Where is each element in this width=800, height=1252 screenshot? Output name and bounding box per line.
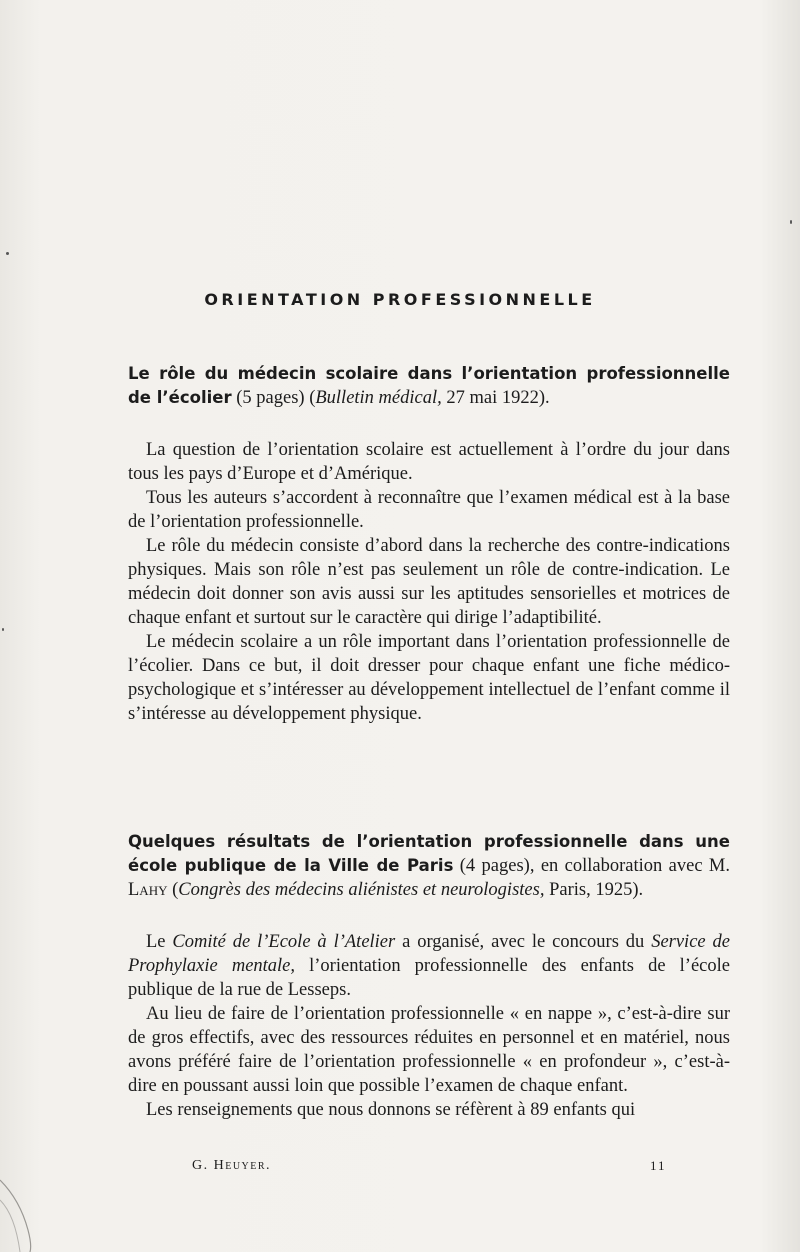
section-heading: ORIENTATION PROFESSIONNELLE — [204, 290, 596, 309]
article-1-paragraph: Le rôle du médecin consiste d’abord dans la recherche des contre-indications physiques. Mais son rôle n’est pas seulement un rôle de contre-indication. Le médecin doit donner son avis aussi sur les aptitudes sensorielles et motrices de chaque enfant et surtout sur le caractère qui dirige l’adaptibilité. — [128, 536, 730, 628]
article-1-paragraph: Le médecin scolaire a un rôle important dans l’orientation professionnelle de l’écolier. Dans ce but, il doit dresser pour chaque enfant une fiche médico-psychologique et s’intéresser au développement intellectuel de l’enfant comme il s’intéresse au développement physique. — [128, 632, 730, 724]
article-1-paragraph: La question de l’orientation scolaire est actuellement à l’ordre du jour dans tous les pays d’Europe et d’Amérique. — [128, 440, 730, 484]
article-1-date: 27 mai 1922). — [441, 388, 550, 408]
article-2-coauthor: Lahy — [128, 880, 168, 900]
article-1-title-pages: (5 pages) ( — [231, 388, 316, 408]
article-1-title — [128, 362, 730, 410]
article-2-paragraph — [128, 930, 730, 1002]
p1-italic-2: Service de Prophylaxie mentale, — [128, 932, 730, 976]
article-1-journal: Bulletin médical, — [315, 388, 442, 408]
article-1-title-bold: Le rôle du médecin scolaire dans l’orientation professionnelle de l’écolier — [128, 364, 730, 407]
p1-italic-1: Comité de l’Ecole à l’Atelier — [172, 932, 396, 952]
scan-speck — [790, 220, 792, 224]
p1-c: l’orientation professionnelle des enfants de l’école publique de la rue de Lesseps. — [128, 956, 730, 1000]
article-2-paragraph: Au lieu de faire de l’orientation professionnelle « en nappe », c’est-à-dire sur de gros effectifs, avec des ressources réduites en personnel et en matériel, nous avons préféré faire de l’orientation professionnelle « en profondeur », c’est-à-dire en poussant aussi loin que possible l’examen de chaque enfant. — [128, 1004, 730, 1096]
article-1 — [128, 362, 730, 726]
article-2-journal: Congrès des médecins aliénistes et neurologistes, — [178, 880, 545, 900]
page-number: 11 — [650, 1158, 667, 1173]
p1-a: Le — [146, 932, 173, 952]
p1-b: a organisé, avec le concours du — [395, 932, 652, 952]
article-2-title-pages: (4 pages), en collaboration avec M. — [453, 856, 730, 876]
article-2 — [128, 830, 730, 1122]
article-2-date: Paris, 1925). — [544, 880, 644, 900]
article-1-paragraph: Tous les auteurs s’accordent à reconnaître que l’examen médical est à la base de l’orientation professionnelle. — [128, 488, 730, 532]
article-2-title-open: ( — [167, 880, 179, 900]
article-2-title — [128, 830, 730, 902]
scan-speck — [2, 628, 4, 631]
footer-author: G. Heuyer. — [192, 1158, 272, 1173]
scan-speck — [6, 252, 9, 255]
article-2-title-bold: Quelques résultats de l’orientation professionnelle dans une école publique de la Ville de Paris — [128, 832, 730, 875]
article-2-paragraph: Les renseignements que nous donnons se réfèrent à 89 enfants qui — [146, 1100, 636, 1120]
